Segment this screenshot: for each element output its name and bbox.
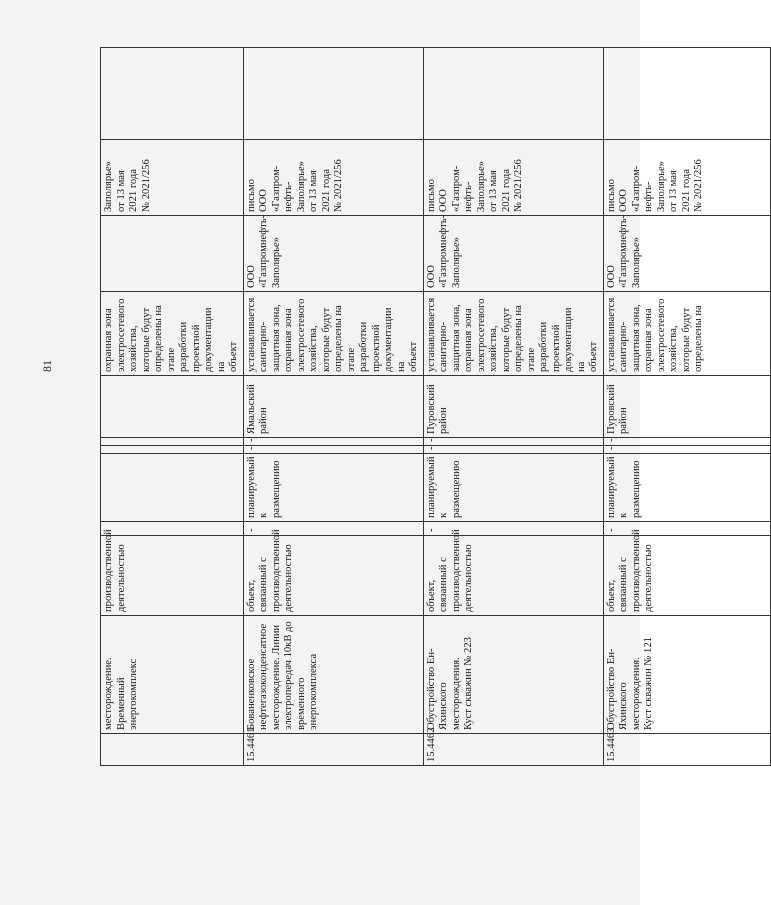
table-row [243, 48, 423, 766]
cell-district [101, 376, 244, 438]
cell-purpose: объект, связанный с производственной деятельностью [603, 536, 770, 616]
cell-district: Ямальский район [243, 376, 423, 438]
cell-status: планируемый к размещению [243, 454, 423, 522]
cell-document: письмо ООО «Газпром- нефть- Заполярье» от 13 мая 2021 года № 2021/256 [603, 140, 770, 216]
cell-object-name: Обустройство Ен- Яхинского месторождения. Куст скважин № 223 [423, 616, 603, 734]
cell-district: Пуровский район [423, 376, 603, 438]
cell-number: 15.4463 [603, 734, 770, 766]
cell-number: 15.4461 [243, 734, 423, 766]
cell-col4: - [423, 522, 603, 536]
table-row [423, 48, 603, 766]
cell-col4: - [243, 522, 423, 536]
cell-zone: устанавливается санитарно- защитная зона, охранная зона электросетевого хозяйства, которые будут определены на этапе разработки проектной документации на объект [423, 292, 603, 376]
cell-purpose: производственной деятельностью [101, 536, 244, 616]
cell-object-name: месторождение. Временный энергокомплекс [101, 616, 244, 734]
cell-document: письмо ООО «Газпром- нефть- Заполярье» от 13 мая 2021 года № 2021/256 [243, 140, 423, 216]
table-row [101, 48, 244, 766]
cell-number: 15.4462 [423, 734, 603, 766]
cell-col7: - [423, 438, 603, 446]
cell-empty [603, 48, 770, 140]
cell-empty [243, 48, 423, 140]
table-row [603, 48, 770, 766]
cell-purpose: объект, связанный с производственной деятельностью [243, 536, 423, 616]
cell-status: планируемый к размещению [423, 454, 603, 522]
cell-status: планируемый к размещению [603, 454, 770, 522]
cell-organization [101, 216, 244, 292]
cell-district: Пуровский район [603, 376, 770, 438]
cell-zone: охранная зона электросетевого хозяйства, которые будут определены на этапе разработки проектной документации на объект [101, 292, 244, 376]
cell-zone: устанавливается санитарно- защитная зона, охранная зона электросетевого хозяйства, которые будут определены на [603, 292, 770, 376]
cell-status [101, 454, 244, 522]
cell-col7: - [243, 438, 423, 446]
cell-organization: ООО «Газпромнефть- Заполярье» [603, 216, 770, 292]
cell-col6: - [243, 446, 423, 454]
cell-empty [101, 48, 244, 140]
cell-col7: - [603, 438, 770, 446]
cell-empty [423, 48, 603, 140]
cell-col4: - [603, 522, 770, 536]
cell-document: Заполярье» от 13 мая 2021 года № 2021/256 [101, 140, 244, 216]
cell-purpose: объект, связанный с производственной деятельностью [423, 536, 603, 616]
objects-table [100, 47, 771, 766]
cell-organization: ООО «Газпромнефть- Заполярье» [243, 216, 423, 292]
rotated-table-wrapper [100, 48, 704, 766]
cell-col6: - [603, 446, 770, 454]
page-number: 81 [40, 360, 54, 372]
cell-col4 [101, 522, 244, 536]
cell-col6: - [423, 446, 603, 454]
cell-col7 [101, 438, 244, 446]
cell-document: письмо ООО «Газпром- нефть- Заполярье» от 13 мая 2021 года № 2021/256 [423, 140, 603, 216]
cell-number [101, 734, 244, 766]
cell-object-name: Обустройство Ен- Яхинского месторождения. Куст скважин № 121 [603, 616, 770, 734]
cell-object-name: Бованенковское нефтегазоконденсатное месторождение. Линии электропередач 10кВ до временного энергокомплекса [243, 616, 423, 734]
cell-organization: ООО «Газпромнефть- Заполярье» [423, 216, 603, 292]
cell-zone: устанавливается санитарно- защитная зона, охранная зона электросетевого хозяйства, которые будут определены на этапе разработки проектной документации на объект [243, 292, 423, 376]
cell-col6 [101, 446, 244, 454]
